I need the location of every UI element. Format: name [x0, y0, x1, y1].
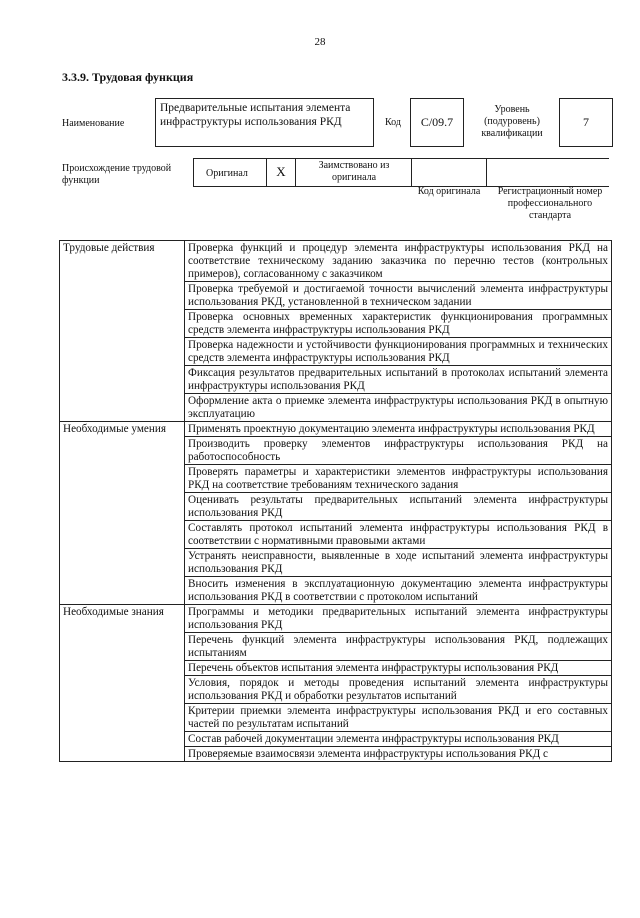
- table-cell: Проверка основных временных характеристик функционирования программных средств элемента инфраструктуры использования РКД: [185, 310, 612, 338]
- table-cell: Программы и методики предварительных испытаний элемента инфраструктуры использования РКД: [185, 605, 612, 633]
- function-name-box: Предварительные испытания элемента инфраструктуры использования РКД: [155, 98, 374, 147]
- code-label: Код: [385, 117, 401, 128]
- table-row: [60, 422, 612, 437]
- table-cell: Критерии приемки элемента инфраструктуры использования РКД и его составных частей по результатам испытаний: [185, 704, 612, 732]
- code-box: С/09.7: [410, 98, 464, 147]
- level-box: 7: [559, 98, 613, 147]
- table-cell: Условия, порядок и методы проведения испытаний элемента инфраструктуры использования РКД и обработки результатов испытаний: [185, 676, 612, 704]
- table-cell: Оформление акта о приемке элемента инфраструктуры использования РКД в опытную эксплуатацию: [185, 394, 612, 422]
- table-cell: Перечень объектов испытания элемента инфраструктуры использования РКД: [185, 661, 612, 676]
- level-label: Уровень (подуровень) квалификации: [481, 104, 543, 139]
- code-original-label: Код оригинала: [417, 186, 481, 197]
- table-cell: Проверяемые взаимосвязи элемента инфраструктуры использования РКД с: [185, 747, 612, 762]
- origin-label: Происхождение трудовой функции: [62, 163, 172, 186]
- category-cell: Необходимые знания: [60, 605, 185, 762]
- function-table: [59, 240, 612, 762]
- table-cell: Производить проверку элементов инфраструктуры использования РКД на работоспособность: [185, 437, 612, 465]
- table-cell: Перечень функций элемента инфраструктуры использования РКД, подлежащих испытаниям: [185, 633, 612, 661]
- table-cell: Составлять протокол испытаний элемента инфраструктуры использования РКД в соответствии с нормативными правовыми актами: [185, 521, 612, 549]
- table-cell: Состав рабочей документации элемента инфраструктуры использования РКД: [185, 732, 612, 747]
- table-cell: Проверка требуемой и достигаемой точности вычислений элемента инфраструктуры использования РКД, установленной в техническом задании: [185, 282, 612, 310]
- table-cell: Применять проектную документацию элемента инфраструктуры использования РКД: [185, 422, 612, 437]
- table-cell: Проверять параметры и характеристики элементов инфраструктуры использования РКД на соответствие требованиям технического задания: [185, 465, 612, 493]
- code-original-cell: [411, 158, 487, 187]
- table-row: [60, 241, 612, 282]
- original-mark: X: [266, 158, 296, 187]
- category-cell: Необходимые умения: [60, 422, 185, 605]
- original-label: Оригинал: [206, 168, 248, 179]
- table-cell: Устранять неисправности, выявленные в ходе испытаний элемента инфраструктуры использования РКД: [185, 549, 612, 577]
- table-cell: Оценивать результаты предварительных испытаний элемента инфраструктуры использования РКД: [185, 493, 612, 521]
- section-title: 3.3.9. Трудовая функция: [62, 70, 194, 84]
- table-cell: Вносить изменения в эксплуатационную документацию элемента инфраструктуры использования РКД в соответствии с протоколом испытаний: [185, 577, 612, 605]
- table-row: [60, 605, 612, 633]
- category-cell: Трудовые действия: [60, 241, 185, 422]
- page-number: 28: [314, 36, 326, 48]
- name-label: Наименование: [62, 118, 125, 129]
- table-cell: Фиксация результатов предварительных испытаний в протоколах испытаний элемента инфраструктуры использования РКД: [185, 366, 612, 394]
- table-cell: Проверка надежности и устойчивости функционирования программных и технических средств элемента инфраструктуры использования РКД: [185, 338, 612, 366]
- table-cell: Проверка функций и процедур элемента инфраструктуры использования РКД на соответствие техническому заданию заказчика по перечню тестов (контрольных примеров), согласованному с заказчиком: [185, 241, 612, 282]
- borrowed-label: Заимствовано из оригинала: [318, 160, 390, 183]
- reg-number-label: Регистрационный номер профессионального стандарта: [497, 186, 603, 221]
